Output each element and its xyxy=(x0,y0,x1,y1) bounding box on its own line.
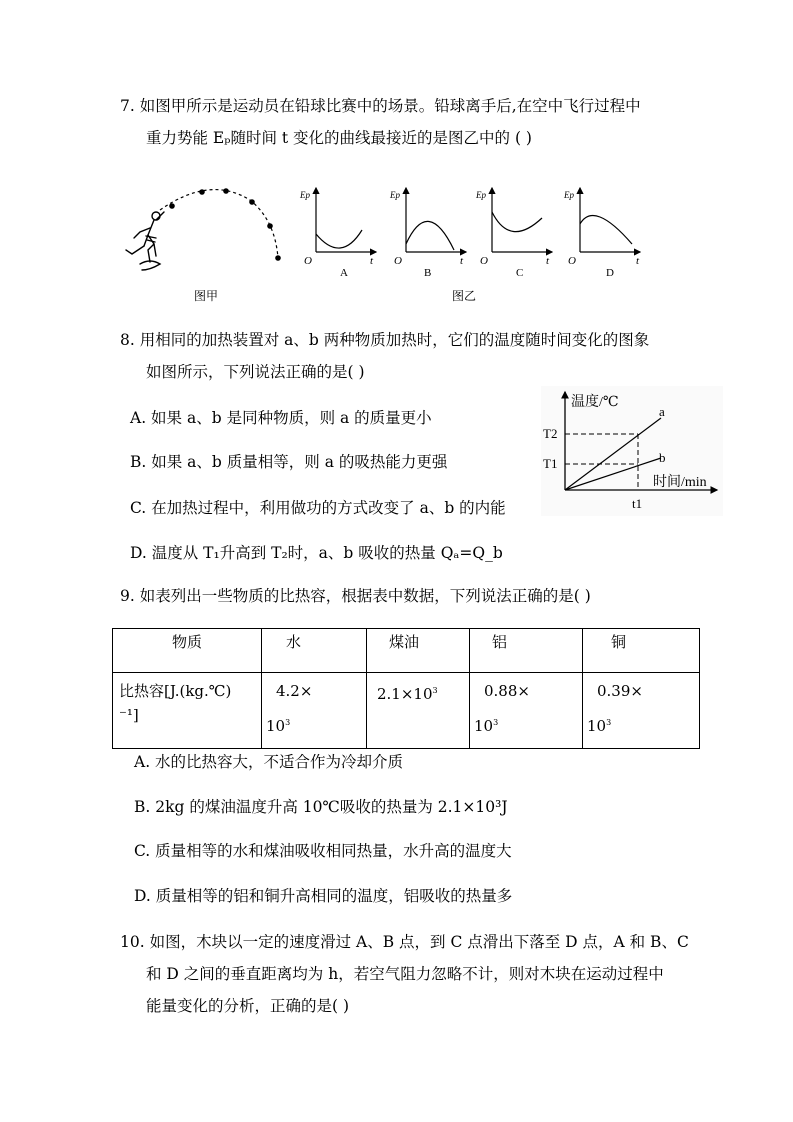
cell-value-exp: 3 xyxy=(285,718,291,727)
table-header-cell: 铜 xyxy=(583,629,700,673)
cell-value-exp: 3 xyxy=(606,718,612,727)
table-header-row xyxy=(113,629,700,673)
q8-graph-line-b: b xyxy=(659,450,666,465)
figure-jia-shotput xyxy=(120,180,290,280)
graph-c-label: C xyxy=(516,267,524,279)
q8-stem-line2: 如图所示，下列说法正确的是( ) xyxy=(146,363,365,381)
graph-b-label: B xyxy=(424,267,432,279)
q8-graph-T2: T2 xyxy=(543,426,558,441)
cell-value-line1: 4.2× xyxy=(276,682,313,700)
figure-yi-graphs xyxy=(296,184,656,280)
q9-option-a: A. 水的比热容大，不适合作为冷却介质 xyxy=(134,753,404,771)
q10-stem-line3: 能量变化的分析，正确的是( ) xyxy=(146,997,350,1015)
q8-option-a: A. 如果 a、b 是同种物质，则 a 的质量更小 xyxy=(130,409,432,427)
q8-graph-ylabel: 温度/℃ xyxy=(571,395,619,410)
table-cell-kerosene xyxy=(367,673,470,749)
graph-a-label: A xyxy=(340,267,348,279)
row-label-line2: ⁻¹] xyxy=(119,706,139,724)
table-header-cell: 水 xyxy=(262,629,367,673)
table-row-label xyxy=(113,673,262,749)
cell-value-exp: 3 xyxy=(432,686,438,695)
q9-stem: 9. 如表列出一些物质的比热容，根据表中数据，下列说法正确的是( ) xyxy=(120,587,591,605)
cell-value-base: 10 xyxy=(266,717,286,735)
table-cell-aluminum xyxy=(470,673,583,749)
figure-yi-caption: 图乙 xyxy=(452,289,477,303)
graph-a-origin: O xyxy=(304,255,312,267)
table-header-cell: 铝 xyxy=(470,629,583,673)
graph-a-xlabel: t xyxy=(370,255,374,267)
graph-c xyxy=(492,188,552,252)
q8-option-d: D. 温度从 T₁升高到 T₂时，a、b 吸收的热量 Qₐ=Q_b xyxy=(130,544,503,562)
q8-graph-T1: T1 xyxy=(543,456,558,471)
graph-c-xlabel: t xyxy=(546,255,550,267)
q7-stem-line2: 重力势能 Eₚ随时间 t 变化的曲线最接近的是图乙中的 ( ) xyxy=(146,129,532,147)
graph-d-ylabel: Ep xyxy=(564,190,574,200)
specific-heat-table xyxy=(112,628,700,749)
cell-value-line1: 0.88× xyxy=(484,682,530,700)
q8-stem-line1: 8. 用相同的加热装置对 a、b 两种物质加热时，它们的温度随时间变化的图象 xyxy=(120,331,650,349)
q8-graph-line-a: a xyxy=(659,404,665,419)
cell-value-base: 10 xyxy=(474,717,494,735)
table-row xyxy=(113,673,700,749)
table-header-cell: 煤油 xyxy=(367,629,470,673)
graph-b xyxy=(406,188,466,252)
q9-option-c: C. 质量相等的水和煤油吸收相同热量，水升高的温度大 xyxy=(134,842,512,860)
q10-stem-line2: 和 D 之间的垂直距离均为 h，若空气阻力忽略不计，则对木块在运动过程中 xyxy=(146,965,664,983)
cell-value-base: 10 xyxy=(587,717,607,735)
graph-b-origin: O xyxy=(394,255,402,267)
cell-value-exp: 3 xyxy=(493,718,499,727)
graph-c-origin: O xyxy=(480,255,488,267)
q8-graph-t1: t1 xyxy=(632,496,643,511)
cell-value-line1: 0.39× xyxy=(597,682,643,700)
q7-stem-line1: 7. 如图甲所示是运动员在铅球比赛中的场景。铅球离手后,在空中飞行过程中 xyxy=(120,97,641,115)
cell-value-line1: 2.1×10 xyxy=(377,685,433,703)
graph-d xyxy=(580,188,640,252)
table-cell-copper xyxy=(583,673,700,749)
q9-option-d: D. 质量相等的铝和铜升高相同的温度，铝吸收的热量多 xyxy=(134,887,513,905)
graph-d-label: D xyxy=(606,267,614,279)
q8-temperature-graph xyxy=(541,386,723,516)
graph-c-ylabel: Ep xyxy=(476,190,486,200)
graph-a xyxy=(316,188,376,252)
row-label-line1: 比热容[J.(kg.℃) xyxy=(119,682,232,700)
graph-d-origin: O xyxy=(568,255,576,267)
graph-a-ylabel: Ep xyxy=(300,190,310,200)
graph-b-xlabel: t xyxy=(460,255,464,267)
q10-stem-line1: 10. 如图，木块以一定的速度滑过 A、B 点，到 C 点滑出下落至 D 点，A 和 B、C xyxy=(120,933,689,951)
table-header-cell: 物质 xyxy=(113,629,262,673)
q8-option-c: C. 在加热过程中，利用做功的方式改变了 a、b 的内能 xyxy=(130,499,506,517)
table-cell-water xyxy=(262,673,367,749)
graph-d-xlabel: t xyxy=(636,255,640,267)
q8-graph-xlabel: 时间/min xyxy=(653,475,707,490)
figure-jia-caption: 图甲 xyxy=(194,289,219,303)
q9-option-b: B. 2kg 的煤油温度升高 10℃吸收的热量为 2.1×10³J xyxy=(134,798,508,816)
graph-b-ylabel: Ep xyxy=(390,190,400,200)
q8-option-b: B. 如果 a、b 质量相等，则 a 的吸热能力更强 xyxy=(130,453,448,471)
